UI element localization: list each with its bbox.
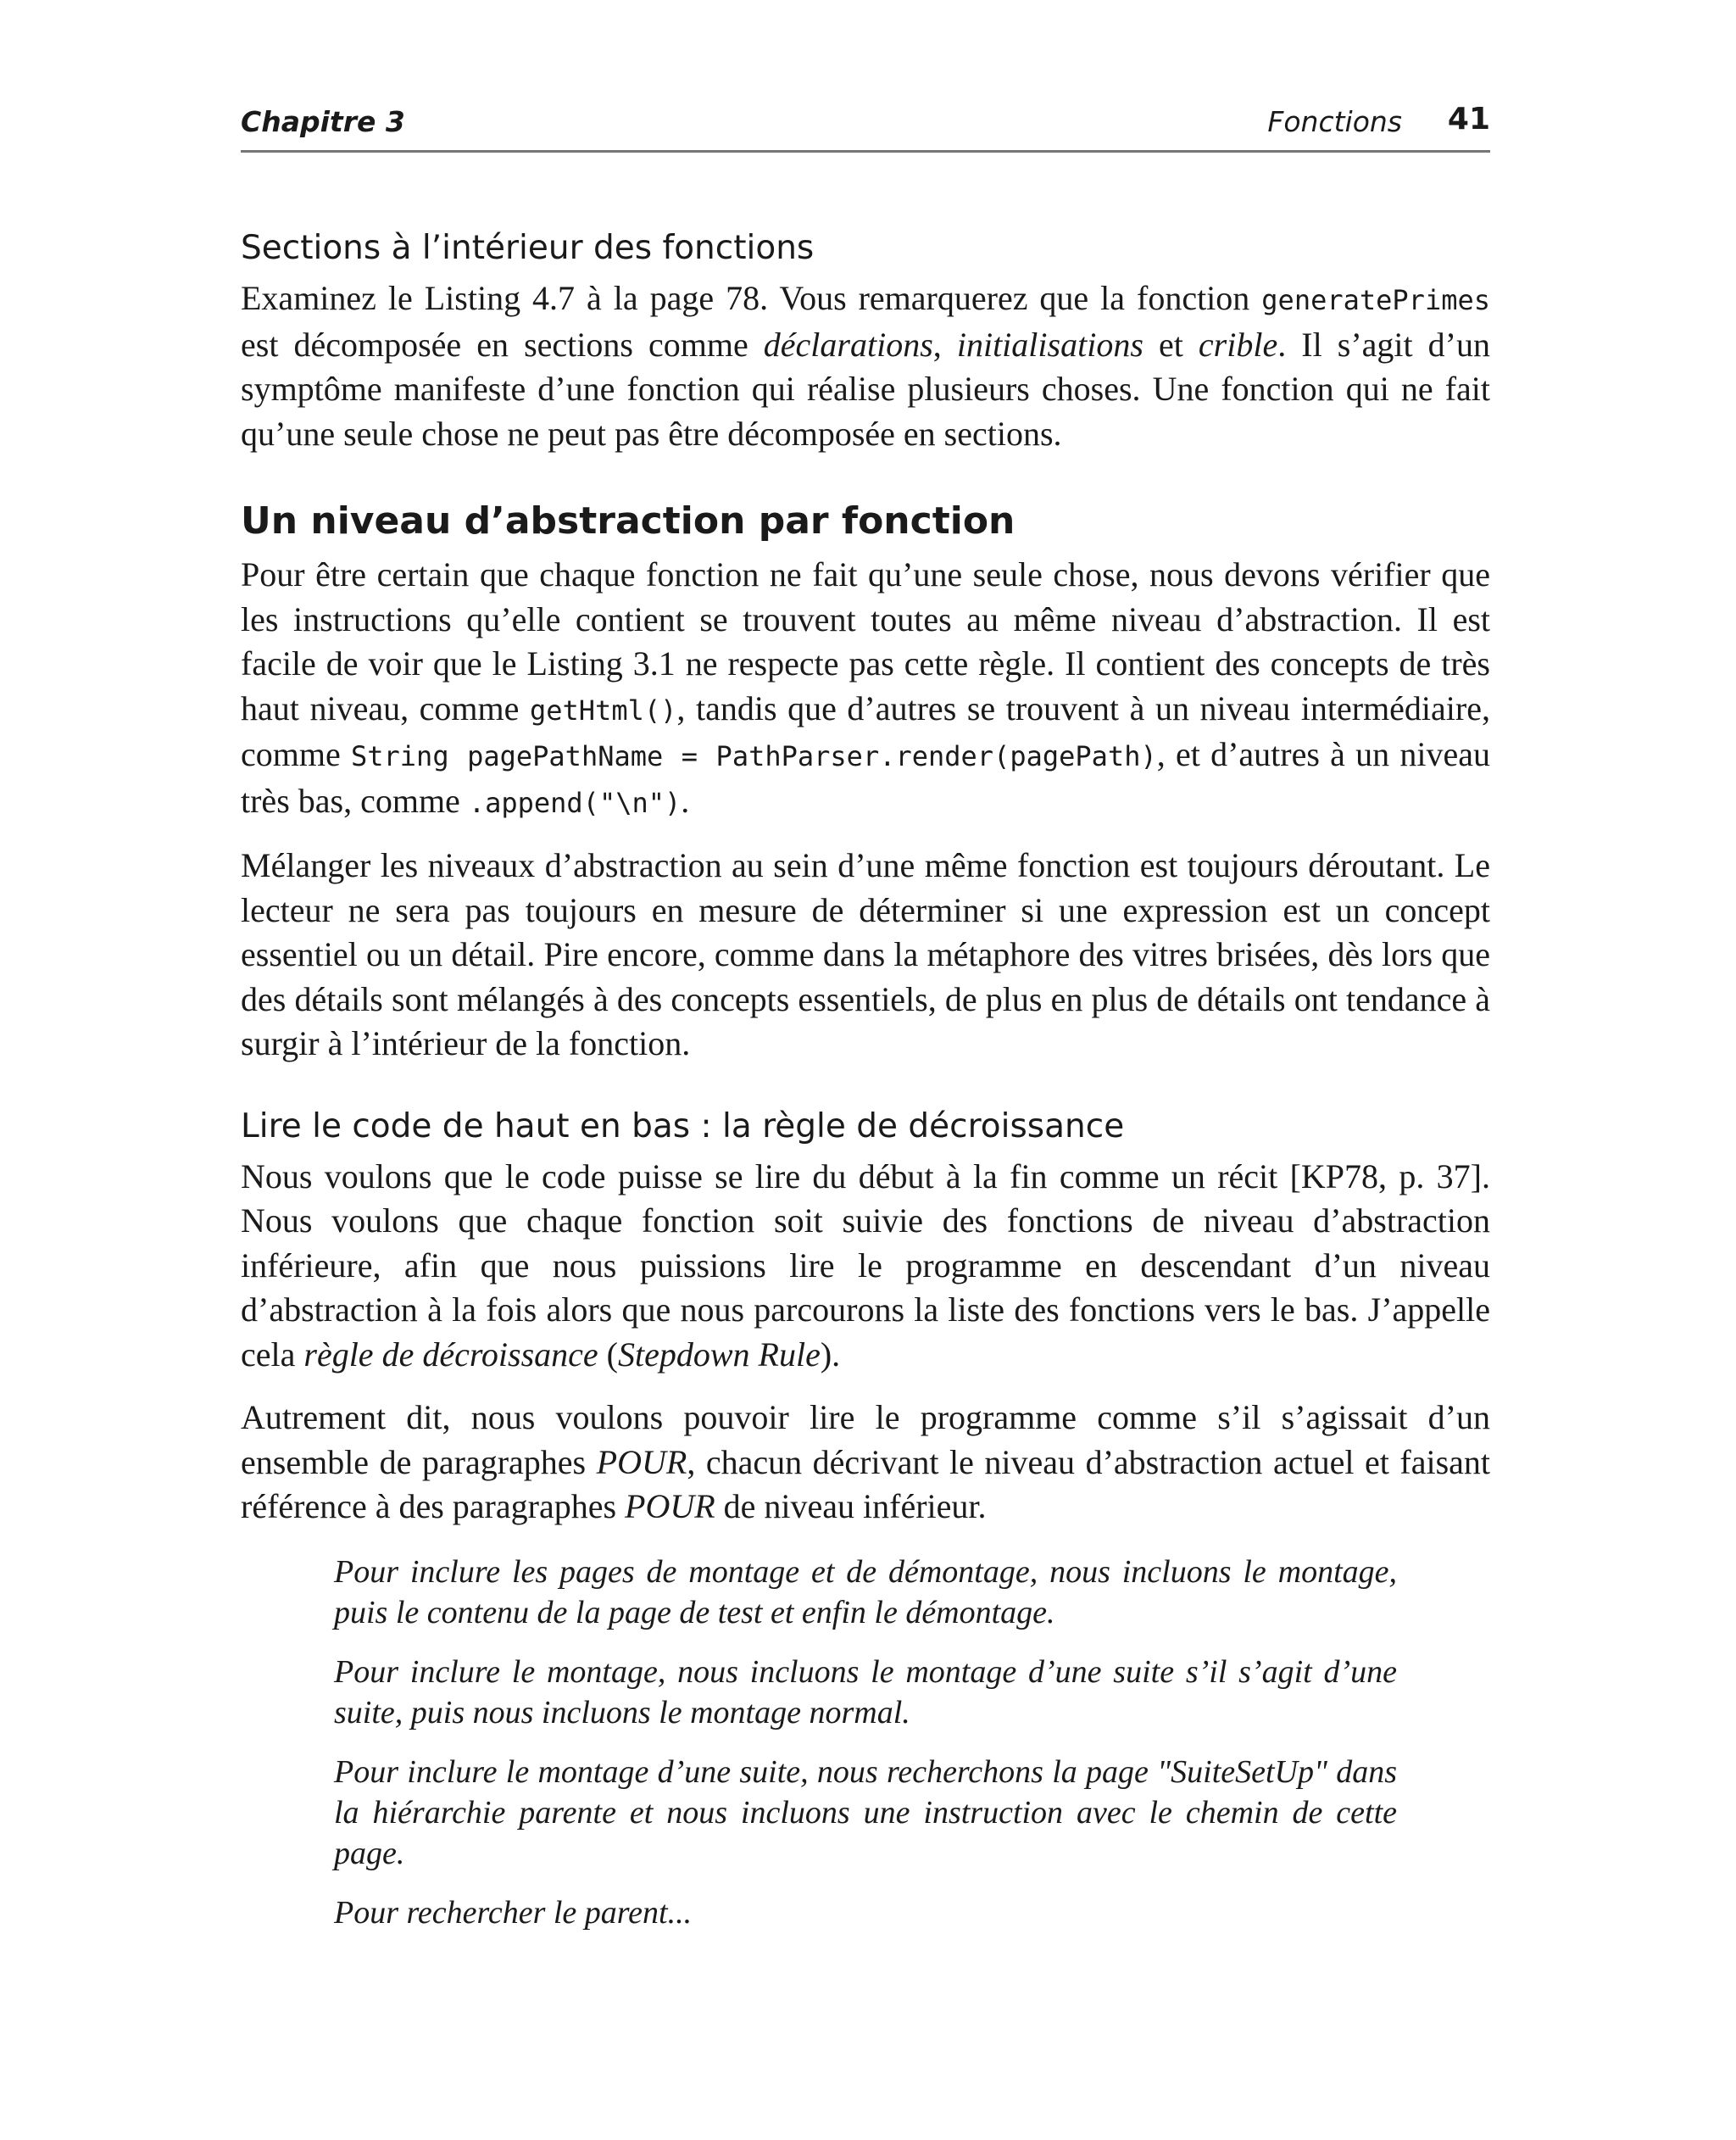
emphasis: POUR	[625, 1487, 715, 1525]
text-run: est décomposée en sections comme	[241, 325, 764, 364]
running-header	[241, 100, 1490, 151]
quote-paragraph: Pour rechercher le parent...	[334, 1894, 693, 1931]
text-run: , tandis que d’autres se trouvent à un niveau intermédiaire, comme	[241, 688, 1490, 773]
text-run: Examinez le Listing 4.7 à la page 78. Vous remarquerez que la fonction	[241, 279, 1262, 317]
emphasis: règle de décroissance	[303, 1335, 598, 1374]
text-run: Pour être certain que chaque fonction ne fait qu’une seule chose, nous devons vérifier que les instructions qu’elle contient se trouvent toutes au même niveau d’abstraction. Il est facile de voir que le Listing 3.1 ne respecte pas cette règle. Il contient des concepts de très haut niveau, comme	[241, 555, 1490, 727]
text-run: Nous voulons que le code puisse se lire du début à la fin comme un récit [KP78, p. 37]. Nous voulons que chaque fonction soit suivie des fonctions de niveau d’abstraction inférieure, afin que nous puissions lire le programme en descendant d’un niveau d’abstraction à la fois alors que nous parcourons la liste des fonctions vers le bas. J’appelle cela	[241, 1156, 1490, 1374]
text-run: Autrement dit, nous voulons pouvoir lire le programme comme s’il s’agissait d’un ensemble de paragraphes	[241, 1398, 1490, 1481]
paragraph-stepdown-1	[241, 1155, 1490, 1378]
paragraph-stepdown-2	[241, 1396, 1490, 1530]
chapter-label: Chapitre 3	[241, 105, 405, 138]
page-content	[241, 222, 1490, 1933]
emphasis: crible	[1198, 325, 1278, 364]
quote-paragraph: Pour inclure les pages de montage et de démontage, nous incluons le montage, puis le contenu de la page de test et enfin le démontage.	[334, 1553, 1397, 1630]
emphasis: Stepdown Rule	[618, 1335, 821, 1374]
paragraph-abstraction-2: Mélanger les niveaux d’abstraction au sein d’une même fonction est toujours déroutant. Le lecteur ne sera pas toujours en mesure de déterminer si une expression est un concept essentiel ou un détail. Pire encore, comme dans la métaphore des vitres brisées, dès lors que des détails sont mélangés à des concepts essentiels, de plus en plus de détails ont tendance à surgir à l’intérieur de la fonction.	[241, 846, 1490, 1062]
text-run: , et d’autres à un niveau très bas, comme	[241, 735, 1491, 820]
text-run: et	[1143, 325, 1199, 364]
section-heading-sections: Sections à l’intérieur des fonctions	[241, 229, 815, 267]
inline-code: getHtml()	[529, 694, 677, 727]
quote-paragraph: Pour inclure le montage, nous incluons le montage d’une suite s’il s’agit d’une suite, puis nous incluons le montage normal.	[334, 1653, 1397, 1730]
paragraph-abstraction-1	[241, 553, 1490, 825]
text-run: . Il s’agit d’un symptôme manifeste d’une fonction qui réalise plusieurs choses. Une fonction qui ne fait qu’une seule chose ne peut pas être décomposée en sections.	[241, 325, 1491, 453]
text-run: ).	[820, 1335, 841, 1374]
section-heading-abstraction: Un niveau d’abstraction par fonction	[241, 499, 1015, 543]
text-run: ,	[932, 325, 957, 364]
header-rule	[241, 150, 1490, 153]
emphasis: initialisations	[956, 325, 1143, 364]
emphasis: POUR	[596, 1442, 687, 1481]
paragraph-sections	[241, 276, 1490, 456]
text-run: de niveau inférieur.	[715, 1487, 987, 1525]
text-run: .	[681, 781, 690, 820]
emphasis: déclarations	[763, 325, 933, 364]
inline-code: String pagePathName = PathParser.render(pagePath)	[350, 740, 1157, 772]
chapter-title: Fonctions	[1267, 105, 1402, 138]
inline-code: .append("\n")	[468, 786, 682, 819]
inline-code: generatePrimes	[1261, 284, 1490, 316]
text-run: (	[598, 1335, 618, 1374]
text-run: , chacun décrivant le niveau d’abstraction actuel et faisant référence à des paragraphes	[241, 1442, 1491, 1525]
quote-paragraph: Pour inclure le montage d’une suite, nous recherchons la page "SuiteSetUp" dans la hiérarchie parente et nous incluons une instruction avec le chemin de cette page.	[334, 1753, 1397, 1871]
page-number: 41	[1447, 102, 1490, 137]
section-heading-stepdown: Lire le code de haut en bas : la règle de décroissance	[241, 1106, 1125, 1145]
